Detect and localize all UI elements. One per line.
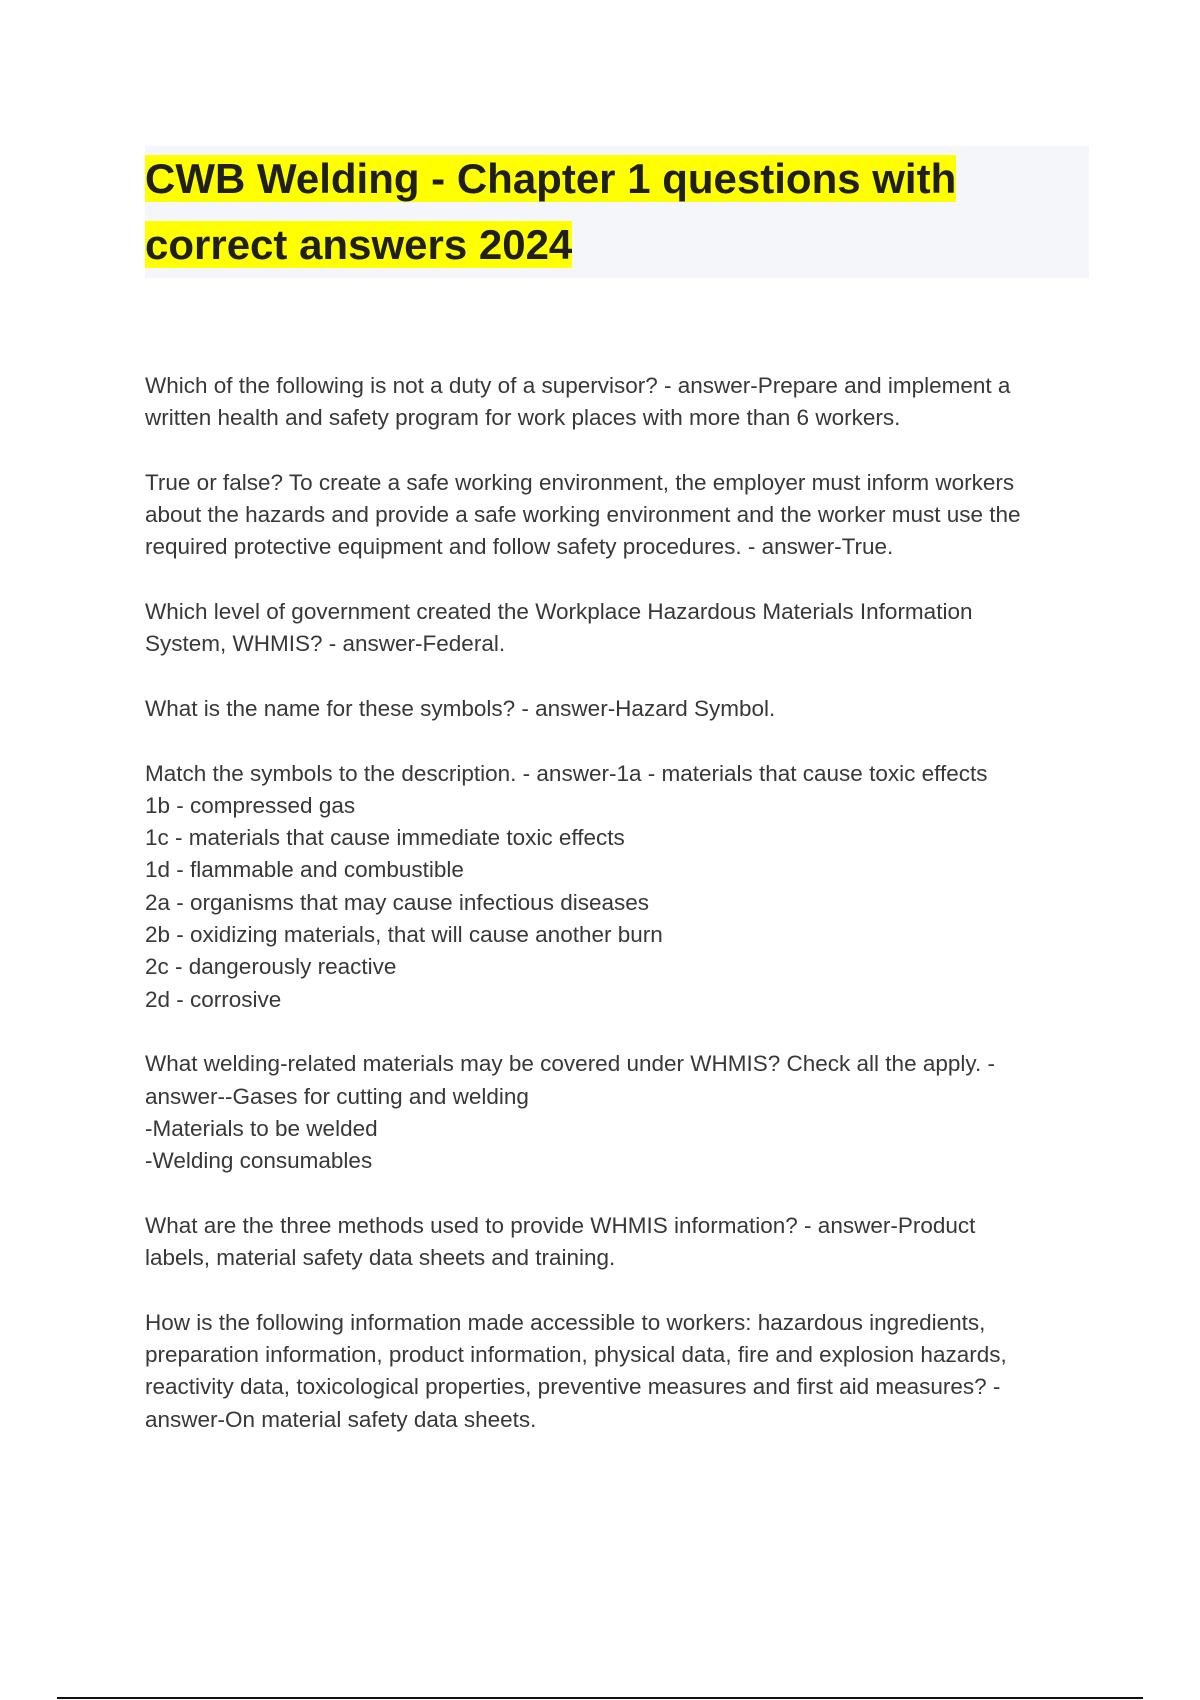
qa-item (145, 370, 1095, 435)
qa-line: 1b - compressed gas (145, 792, 356, 818)
qa-item (145, 1048, 1095, 1177)
qa-line: What are the three methods used to provide WHMIS information? - answer-Product (145, 1212, 976, 1238)
qa-line: required protective equipment and follow safety procedures. - answer-True. (145, 534, 894, 560)
qa-line: 2a - organisms that may cause infectious diseases (145, 889, 649, 915)
qa-line: answer--Gases for cutting and welding (145, 1083, 529, 1109)
qa-item (145, 758, 1095, 1016)
qa-line: -Welding consumables (145, 1148, 373, 1174)
qa-line: answer-On material safety data sheets. (145, 1406, 537, 1432)
title-line: CWB Welding - Chapter 1 questions with (145, 155, 957, 202)
qa-line: What welding-related materials may be covered under WHMIS? Check all the apply. - (145, 1051, 995, 1077)
qa-line: True or false? To create a safe working environment, the employer must inform workers (145, 469, 1015, 495)
qa-line: labels, material safety data sheets and training. (145, 1245, 616, 1271)
qa-list (145, 370, 1095, 1468)
page-bottom-rule (57, 1697, 1143, 1699)
qa-line: Which of the following is not a duty of a supervisor? - answer-Prepare and implement a (145, 373, 1011, 398)
qa-item (145, 1307, 1095, 1436)
qa-line: 2c - dangerously reactive (145, 954, 397, 980)
qa-line: 1d - flammable and combustible (145, 857, 464, 883)
qa-line: preparation information, product information, physical data, fire and explosion hazards, (145, 1341, 1007, 1367)
qa-line: -Materials to be welded (145, 1115, 378, 1141)
qa-item (145, 467, 1095, 564)
qa-line: Which level of government created the Workplace Hazardous Materials Information (145, 599, 973, 625)
qa-line: How is the following information made accessible to workers: hazardous ingredients, (145, 1309, 986, 1335)
qa-item (145, 693, 1095, 725)
qa-line: 2b - oxidizing materials, that will cause another burn (145, 922, 663, 948)
qa-item (145, 596, 1095, 661)
qa-line: written health and safety program for work places with more than 6 workers. (145, 405, 901, 431)
qa-line: System, WHMIS? - answer-Federal. (145, 631, 506, 657)
qa-line: 1c - materials that cause immediate toxic effects (145, 825, 625, 851)
qa-line: about the hazards and provide a safe working environment and the worker must use the (145, 502, 1021, 528)
qa-line: reactivity data, toxicological properties, preventive measures and first aid measures? - (145, 1374, 1001, 1400)
title-line: correct answers 2024 (145, 221, 573, 268)
document-title (145, 146, 1089, 278)
qa-line: 2d - corrosive (145, 986, 282, 1012)
qa-item (145, 1210, 1095, 1275)
qa-line: What is the name for these symbols? - answer-Hazard Symbol. (145, 695, 776, 721)
qa-line: Match the symbols to the description. - answer-1a - materials that cause toxic effects (145, 760, 988, 786)
